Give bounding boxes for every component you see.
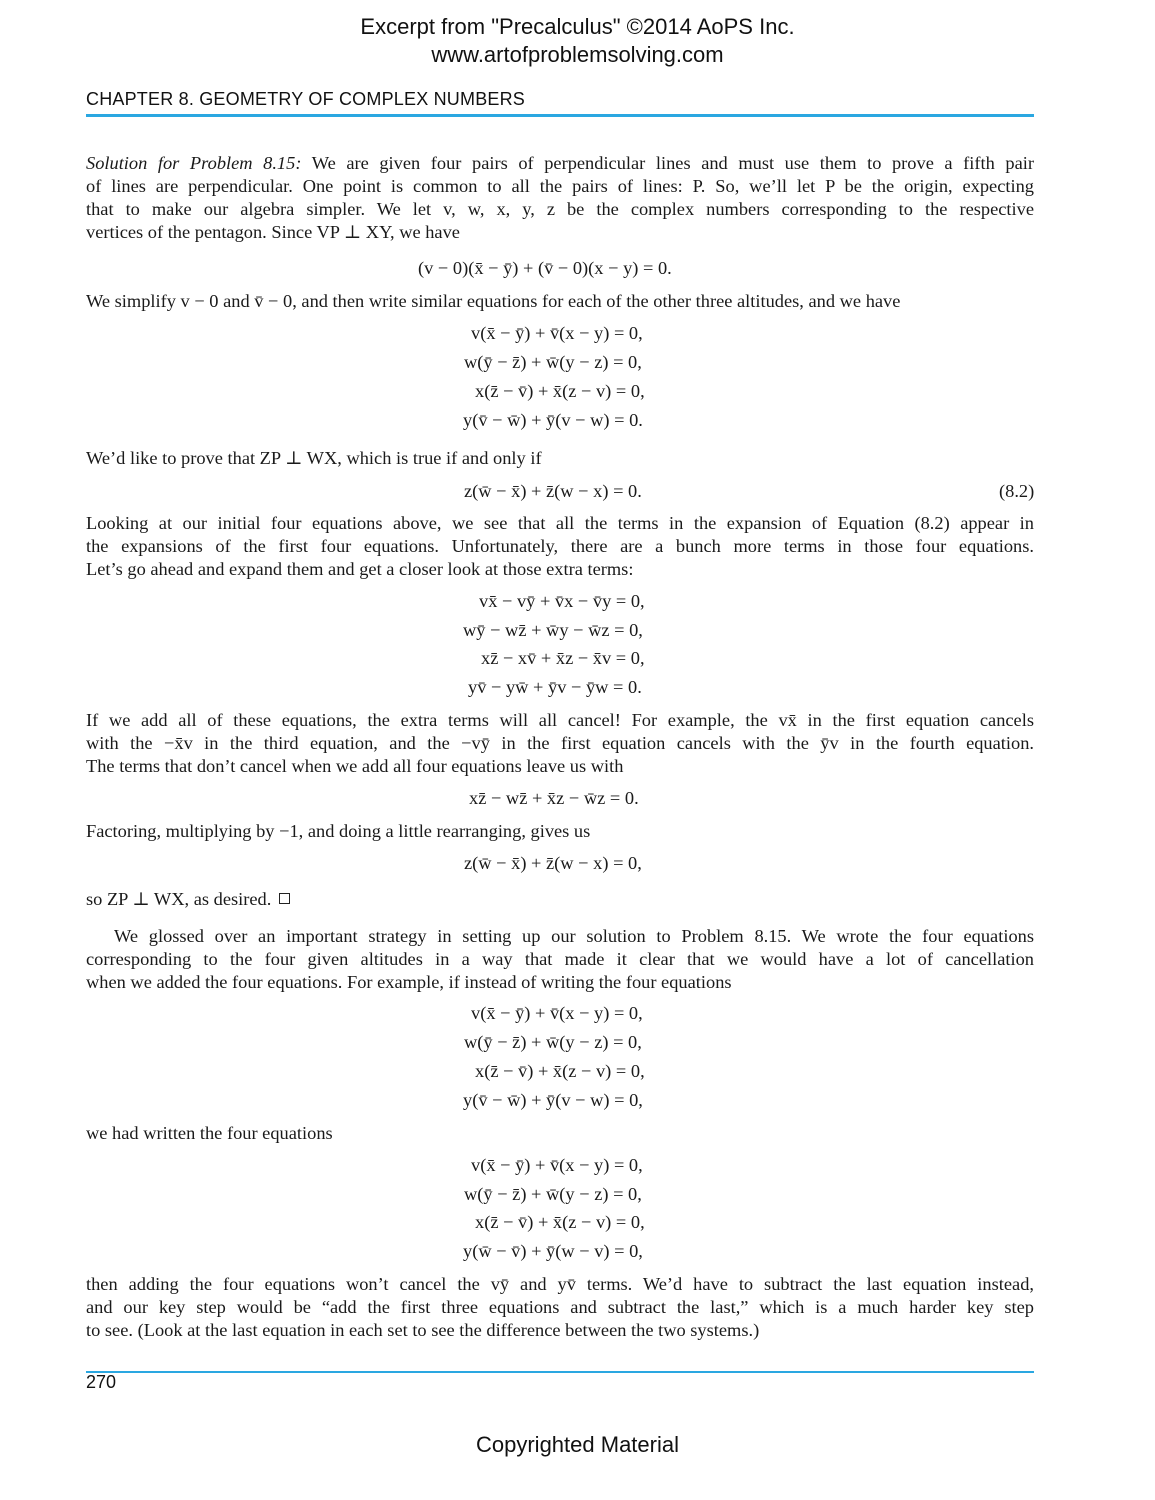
equation-result: z(w̄ − x̄) + z̄(w − x) = 0, (464, 853, 642, 873)
text: so ZP ⊥ WX, as desired. (86, 889, 272, 909)
equation-system1-line: x(z̄ − v̄) + x̄(z − v) = 0, (475, 381, 645, 401)
page-number: 270 (86, 1372, 117, 1392)
paragraph-line: vertices of the pentagon. Since VP ⊥ XY, we have (86, 222, 460, 242)
paragraph-solution-intro (86, 152, 1034, 244)
paragraph-line: with the −x̄v in the third equation, and the −vȳ in the first equation cancels with the ȳv in the fourth equation. (86, 733, 1034, 753)
paragraph-line: when we added the four equations. For example, if instead of writing the four equations (86, 972, 732, 992)
equation-8-2: z(w̄ − x̄) + z̄(w − x) = 0. (464, 481, 642, 501)
equation-system1-line: y(v̄ − w̄) + ȳ(v − w) = 0. (463, 410, 643, 430)
paragraph-line: that to make our algebra simpler. We let v, w, x, y, z be the complex numbers corresponding to the respective (86, 199, 1034, 219)
equation-system2-line: xz̄ − xv̄ + x̄z − x̄v = 0, (481, 648, 645, 668)
equation-system3-line: x(z̄ − v̄) + x̄(z − v) = 0, (475, 1061, 645, 1081)
paragraph-line: We glossed over an important strategy in setting up our solution to Problem 8.15. We wrote the four equations (114, 926, 1034, 946)
paragraph-cancel (86, 709, 1034, 778)
equation-system1-line: v(x̄ − ȳ) + v̄(x − y) = 0, (471, 323, 643, 343)
paragraph-simplify: We simplify v − 0 and v̄ − 0, and then write similar equations for each of the other three altitudes, and we have (86, 291, 901, 311)
equation-system2-line: vx̄ − vȳ + v̄x − v̄y = 0, (479, 591, 645, 611)
equation-system4-line: w(ȳ − z̄) + w̄(y − z) = 0, (464, 1184, 642, 1204)
equation-system2-line: yv̄ − yw̄ + ȳv − ȳw = 0. (468, 677, 642, 697)
equation-system3-line: v(x̄ − ȳ) + v̄(x − y) = 0, (471, 1003, 643, 1023)
paragraph-looking (86, 512, 1034, 581)
equation-number: (8.2) (999, 481, 1035, 501)
chapter-header: CHAPTER 8. GEOMETRY OF COMPLEX NUMBERS (86, 89, 526, 109)
paragraph-line: The terms that don’t cancel when we add all four equations leave us with (86, 756, 624, 776)
paragraph-factoring: Factoring, multiplying by −1, and doing a little rearranging, gives us (86, 821, 591, 841)
paragraph-goal: We’d like to prove that ZP ⊥ WX, which is true if and only if (86, 448, 542, 468)
paragraph-had-written: we had written the four equations (86, 1123, 333, 1143)
equation-system3-line: w(ȳ − z̄) + w̄(y − z) = 0, (464, 1032, 642, 1052)
paragraph-strategy (86, 925, 1034, 994)
paragraph-line: corresponding to the four given altitudes in a way that made it clear that we would have a lot of cancellation (86, 949, 1034, 969)
equation-system2-line: wȳ − wz̄ + w̄y − w̄z = 0, (463, 620, 643, 640)
text: We are given four pairs of perpendicular lines and must use them to prove a fifth pair (311, 153, 1034, 173)
equation-sum: xz̄ − wz̄ + x̄z − w̄z = 0. (469, 788, 639, 808)
paragraph-line: Looking at our initial four equations above, we see that all the terms in the expansion of Equation (8.2) appear in (86, 513, 1034, 533)
copyright-notice: Copyrighted Material (476, 1432, 679, 1457)
paragraph-line: Let’s go ahead and expand them and get a closer look at those extra terms: (86, 559, 634, 579)
qed-box-icon (279, 893, 290, 904)
paragraph-line: the expansions of the first four equations. Unfortunately, there are a bunch more terms in those four equations. (86, 536, 1034, 556)
equation-system3-line: y(v̄ − w̄) + ȳ(v − w) = 0, (463, 1090, 643, 1110)
paragraph-conclusion (86, 888, 290, 911)
header-rule (86, 114, 1034, 117)
paragraph-line (86, 152, 1034, 175)
footer-rule (86, 1371, 1034, 1373)
solution-label: Solution for Problem 8.15: (86, 153, 302, 173)
equation-system1-line: w(ȳ − z̄) + w̄(y − z) = 0, (464, 352, 642, 372)
paragraph-line: to see. (Look at the last equation in each set to see the difference between the two systems.) (86, 1320, 760, 1340)
excerpt-banner-title: Excerpt from "Precalculus" ©2014 AoPS Inc. (360, 14, 795, 39)
equation-system4-line: y(w̄ − v̄) + ȳ(w − v) = 0, (463, 1241, 643, 1261)
paragraph-line: and our key step would be “add the first three equations and subtract the last,” which is a much harder key step (86, 1297, 1034, 1317)
paragraph-line: then adding the four equations won’t cancel the vȳ and yv̄ terms. We’d have to subtract the last equation instead, (86, 1274, 1034, 1294)
equation-system4-line: x(z̄ − v̄) + x̄(z − v) = 0, (475, 1212, 645, 1232)
excerpt-banner-url: www.artofproblemsolving.com (431, 42, 724, 67)
equation-vp-perp-xy: (v − 0)(x̄ − ȳ) + (v̄ − 0)(x − y) = 0. (418, 258, 672, 278)
equation-system4-line: v(x̄ − ȳ) + v̄(x − y) = 0, (471, 1155, 643, 1175)
paragraph-then-adding (86, 1273, 1034, 1342)
paragraph-line: If we add all of these equations, the extra terms will all cancel! For example, the vx̄ in the first equation cancels (86, 710, 1034, 730)
paragraph-line: of lines are perpendicular. One point is common to all the pairs of lines: P. So, we’ll let P be the origin, expecting (86, 176, 1034, 196)
